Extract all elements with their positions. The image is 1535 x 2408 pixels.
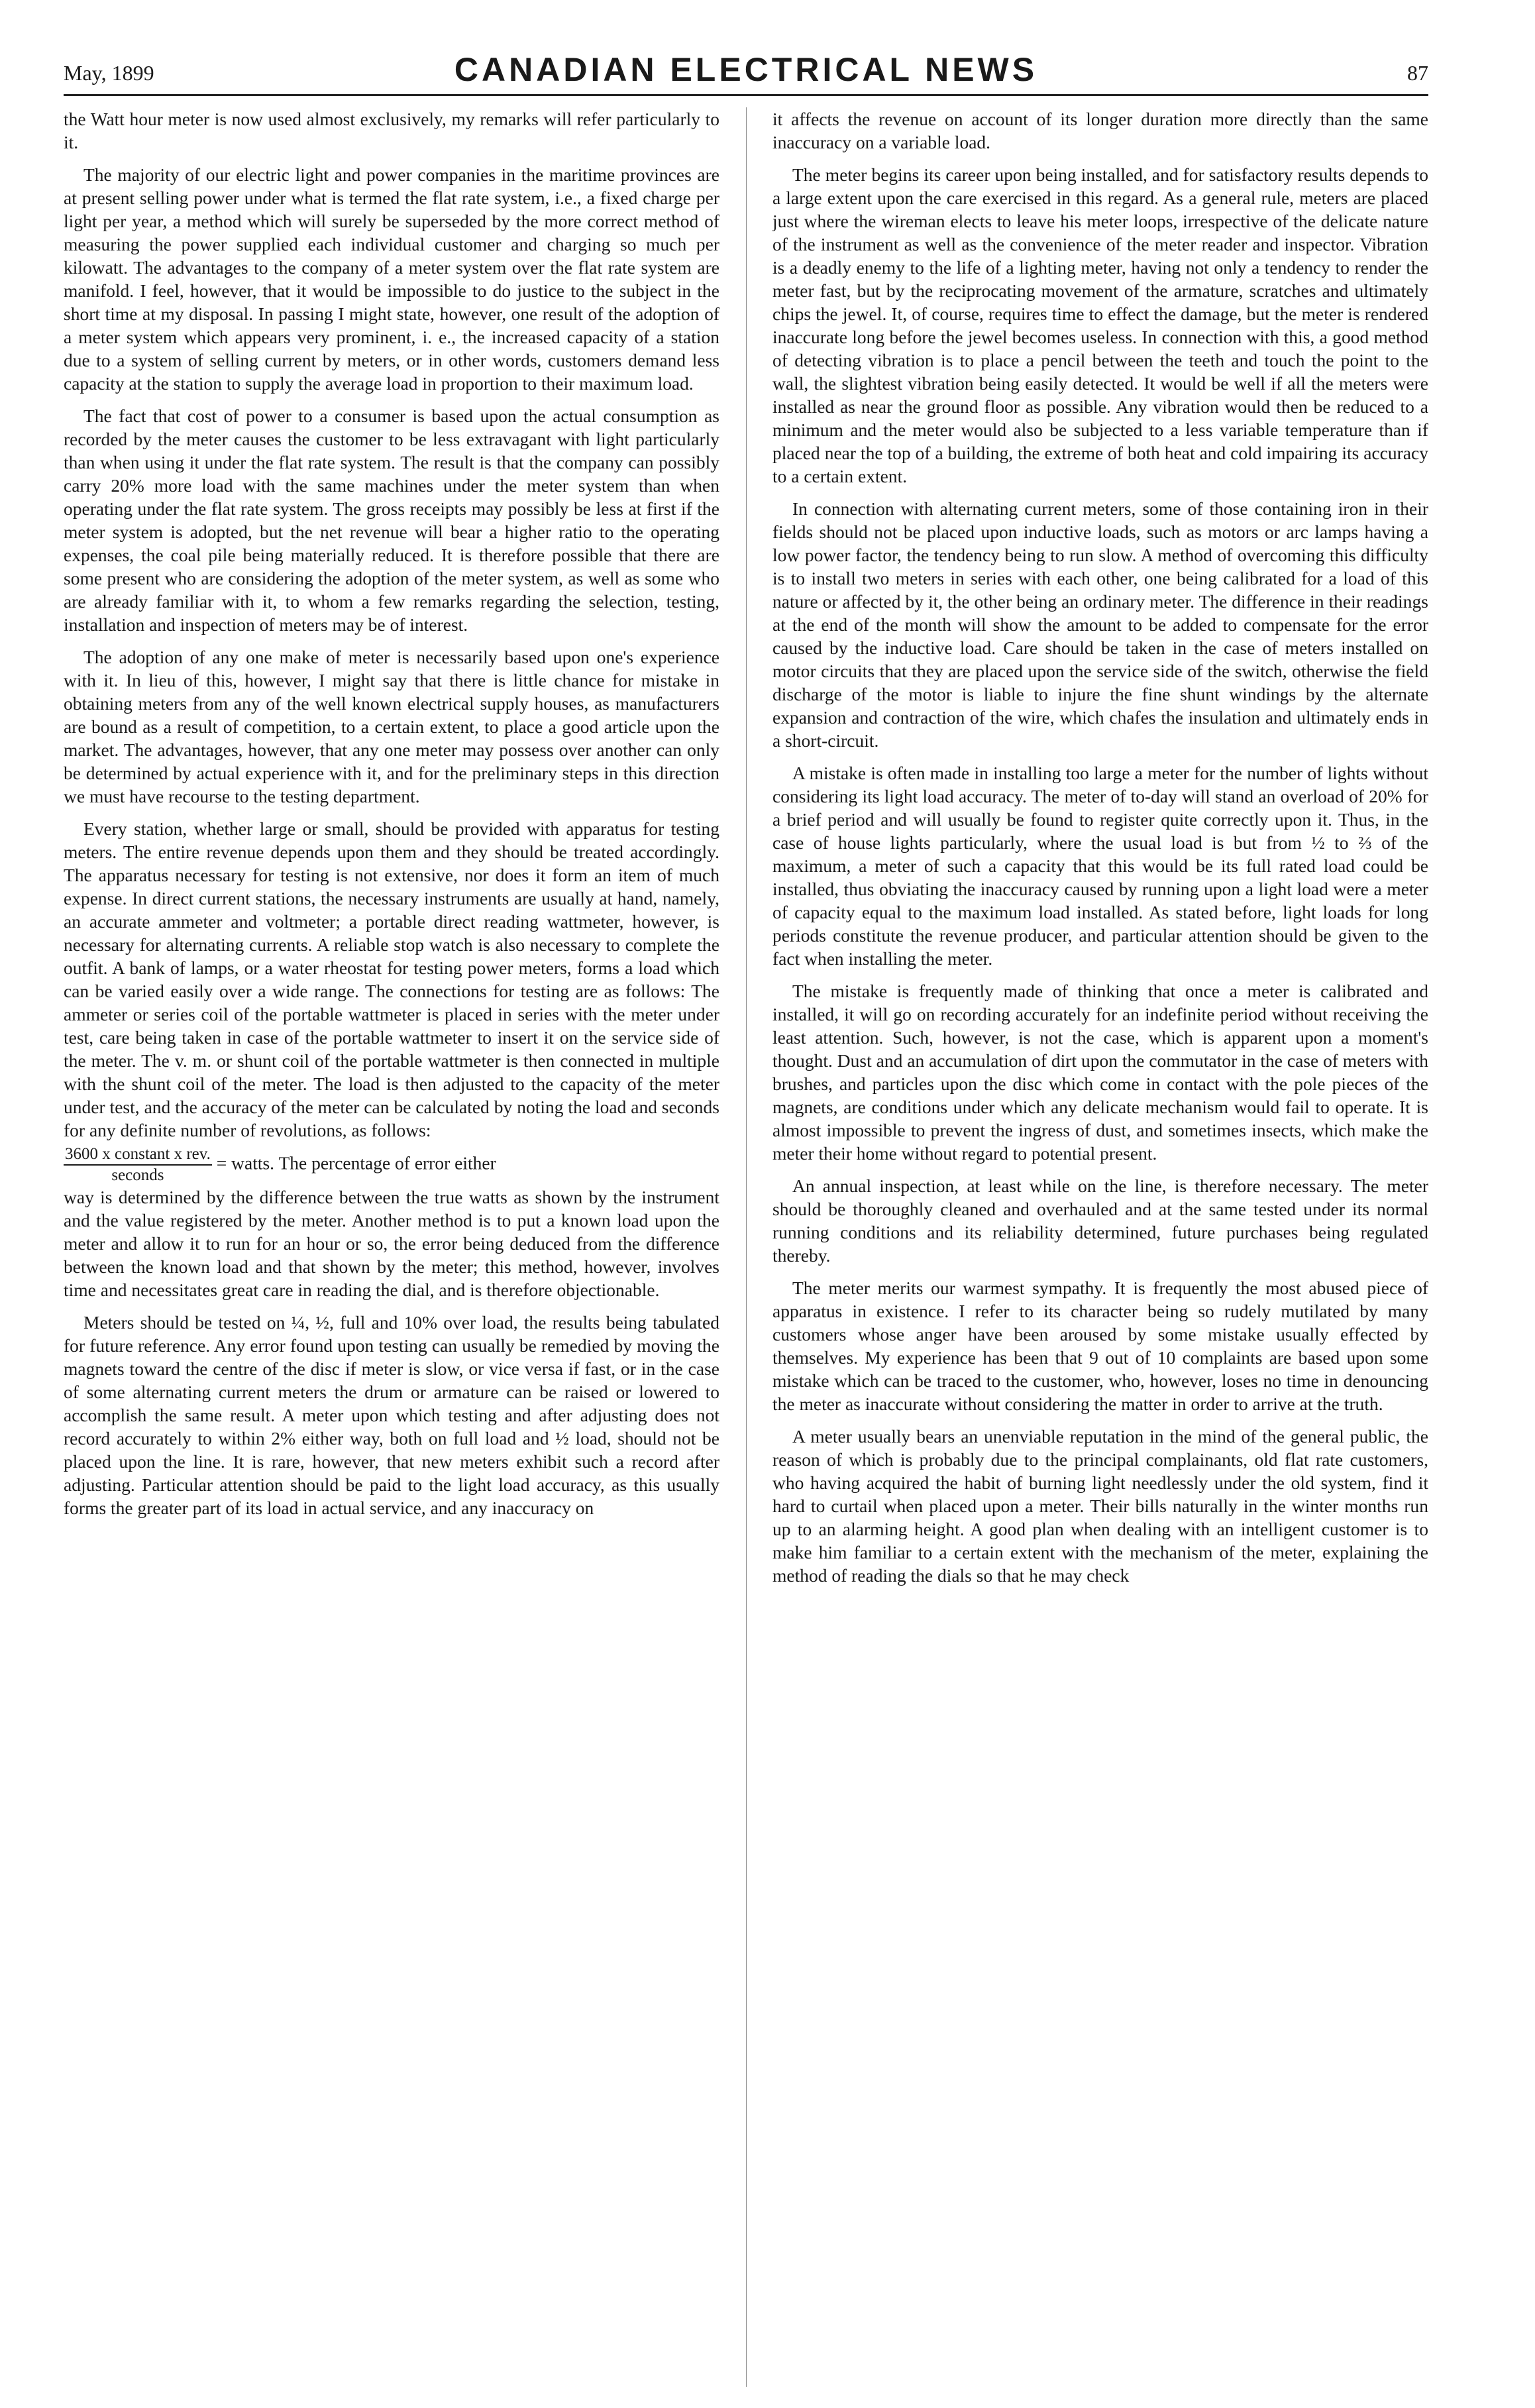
paragraph: The meter merits our warmest sympathy. It is frequently the most abused piece of apparatus in existence. I refer to its character being so rudely mutilated by many customers whose anger have been aroused by some mistake usually effected by themselves. My experience has been that 9 out of 10 complaints are based upon some mistake which can be traced to the customer, who, however, loses no time in denouncing the meter as inaccurate without considering the matter in order to arrive at the truth.	[772, 1278, 1428, 1414]
right-column	[772, 107, 1428, 2387]
formula-trailing-text: The percentage of error either	[278, 1152, 496, 1174]
publication-title: CANADIAN ELECTRICAL NEWS	[454, 51, 1038, 88]
paragraph: Meters should be tested on ¼, ½, full and 10% over load, the results being tabulated for future reference. Any error found upon testing can usually be remedied by moving the magnets toward the centre of the disc if meter is slow, or vice versa if fast, or in the case of some alternating current meters the drum or armature can be raised or lowered to accomplish the same result. A meter upon which testing and after adjusting does not record accurately to within 2% either way, both on full load and ½ load, should not be placed upon the line. It is rare, however, that new meters exhibit such a record after adjusting. Particular attention should be paid to the light load accuracy, as this usually forms the greater part of its load in actual service, and any inaccuracy on	[64, 1312, 719, 1518]
column-divider	[746, 107, 747, 2387]
paragraph: The majority of our electric light and power companies in the maritime provinces are at present selling power under what is termed the flat rate system, i.e., a fixed charge per light per year, a method which will surely be superseded by the more correct method of measuring the power supplied each individual customer and charging so much per kilowatt. The advantages to the company of a meter system over the flat rate system are manifold. I feel, however, that it would be impossible to do justice to the subject in the short time at my disposal. In passing I might state, however, one result of the adoption of a meter system which appears very prominent, i. e., the increased capacity of a station due to a system of selling current by meters, or in other words, customers demand less capacity at the station to supply the average load in proportion to their maximum load.	[64, 164, 719, 394]
formula-numerator: 3600 x constant x rev.	[64, 1144, 212, 1166]
paragraph: The mistake is frequently made of thinking that once a meter is calibrated and installed, it will go on recording accurately for an indefinite period without receiving the least attention. Such, however, is not the case, which is apparent upon a moment's thought. Dust and an accumulation of dirt upon the commutator in the case of meters with brushes, and particles upon the disc which come in contact with the pole pieces of the magnets, are conditions under which any delicate mechanism would fail to operate. It is almost impossible to prevent the ingress of dust, and sometimes insects, which make the meter their home without regard to potential present.	[772, 981, 1428, 1164]
page-header	[64, 46, 1428, 96]
formula-denominator: seconds	[111, 1166, 164, 1184]
formula-fraction	[64, 1144, 212, 1185]
paragraph: An annual inspection, at least while on the line, is therefore necessary. The meter should be thoroughly cleaned and overhauled and at the same tested under its normal running conditions and its reliability determined, future purchases being regulated thereby.	[772, 1176, 1428, 1266]
paragraph: the Watt hour meter is now used almost exclusively, my remarks will refer particularly to it.	[64, 109, 719, 152]
left-column	[64, 107, 719, 2387]
paragraph: In connection with alternating current meters, some of those containing iron in their fields should not be placed upon inductive loads, such as motors or arc lamps having a low power factor, the tendency being to run slow. A method of overcoming this difficulty is to install two meters in series with each other, one being calibrated for a load of this nature or affected by it, the other being an ordinary meter. The difference in their readings at the end of the month will show the amount to be added to compensate for the error caused by the inductive load. Care should be taken in the case of meters installed on motor circuits that they are placed upon the service side of the switch, otherwise the field discharge of the motor is liable to injure the fine shunt windings by the alternate expansion and contraction of the wire, which chafes the insulation and ultimately ends in a short-circuit.	[772, 498, 1428, 751]
issue-date: May, 1899	[64, 61, 154, 85]
article-columns	[64, 107, 1428, 2387]
paragraph: way is determined by the difference between the true watts as shown by the instrument and the value registered by the meter. Another method is to put a known load upon the meter and allow it to run for an hour or so, the error being deduced from the difference between the known load and that shown by the meter; this method, however, involves time and necessitates great care in reading the dial, and is therefore objectionable.	[64, 1187, 719, 1300]
paragraph: The fact that cost of power to a consumer is based upon the actual consumption as recorded by the meter causes the customer to be less extravagant with light particularly than when using it under the flat rate system. The result is that the company can possibly carry 20% more load with the same machines under the meter system than when operating under the flat rate system. The gross receipts may possibly be less at first if the meter system is adopted, but the net revenue will bear a higher ratio to the operating expenses, the coal pile being materially reduced. It is therefore possible that there are some present who are considering the adoption of the meter system, as well as some who are already familiar with it, to whom a few remarks regarding the selection, testing, installation and inspection of meters may be of interest.	[64, 406, 719, 635]
paragraph: The adoption of any one make of meter is necessarily based upon one's experience with it. In lieu of this, however, I might say that there is little chance for mistake in obtaining meters from any of the well known electrical supply houses, as manufacturers are bound as a result of competition, to a certain extent, to place a good article upon the market. The advantages, however, that any one meter may possess over another can only be determined by actual experience with it, and for the preliminary steps in this direction we must have recourse to the testing department.	[64, 647, 719, 806]
paragraph: it affects the revenue on account of its longer duration more directly than the same inaccuracy on a variable load.	[772, 109, 1428, 152]
watts-formula	[64, 1144, 719, 1185]
formula-result: = watts.	[216, 1152, 275, 1174]
paragraph: A meter usually bears an unenviable reputation in the mind of the general public, the reason of which is probably due to the principal complainants, old flat rate customers, who having acquired the habit of burning light needlessly under the old system, find it hard to curtail when placed upon a meter. Their bills naturally in the winter months run up to an alarming height. A good plan when dealing with an intelligent customer is to make him familiar to a certain extent with the mechanism of the meter, explaining the method of reading the dials so that he may check	[772, 1426, 1428, 1586]
page-number: 87	[1407, 61, 1428, 85]
paragraph: The meter begins its career upon being installed, and for satisfactory results depends to a large extent upon the care exercised in this regard. As a general rule, meters are placed just where the wireman elects to leave his meter loops, irrespective of the delicate nature of the instrument as well as the convenience of the meter reader and inspector. Vibration is a deadly enemy to the life of a lighting meter, having not only a tendency to render the meter fast, but by the reciprocating movement of the armature, scratches and ultimately chips the jewel. It, of course, requires time to effect the damage, but the meter is rendered inaccurate long before the jewel becomes useless. In connection with this, a good method of detecting vibration is to place a pencil between the teeth and touch the point to the wall, the slightest vibration being easily detected. It would be well if all the meters were installed as near the ground floor as possible. Any vibration would then be reduced to a minimum and the meter would also be subjected to a less variable temperature than if placed near the top of a building, the extreme of both heat and cold impairing its accuracy to a certain extent.	[772, 164, 1428, 486]
newspaper-page	[64, 46, 1428, 2392]
paragraph: Every station, whether large or small, should be provided with apparatus for testing meters. The entire revenue depends upon them and they should be treated accordingly. The apparatus necessary for testing is not extensive, nor does it form an item of much expense. In direct current stations, the necessary instruments are usually at hand, namely, an accurate ammeter and voltmeter; a portable direct reading wattmeter, however, is necessary for alternating currents. A reliable stop watch is also necessary to complete the outfit. A bank of lamps, or a water rheostat for testing power meters, forms a load which can be varied easily over a wide range. The connections for testing are as follows: The ammeter or series coil of the portable wattmeter is placed in series with the meter under test, care being taken in case of the portable wattmeter to insert it on the service side of the meter. The v. m. or shunt coil of the portable wattmeter is then connected in multiple with the shunt coil of the meter. The load is then adjusted to the capacity of the meter under test, and the accuracy of the meter can be calculated by noting the load and seconds for any definite number of revolutions, as follows:	[64, 818, 719, 1140]
paragraph: A mistake is often made in installing too large a meter for the number of lights without considering its light load accuracy. The meter of to-day will stand an overload of 20% for a brief period and will usually be found to register quite correctly upon it. Thus, in the case of house lights particularly, where the usual load is but from ½ to ⅔ of the maximum, a meter of such a capacity that this would be its full rated load could be installed, thus obviating the inaccuracy caused by running upon a light load were a meter of capacity equal to the maximum load installed. As stated before, light loads for long periods constitute the revenue producer, and particular attention should be given to the fact when installing the meter.	[772, 763, 1428, 969]
